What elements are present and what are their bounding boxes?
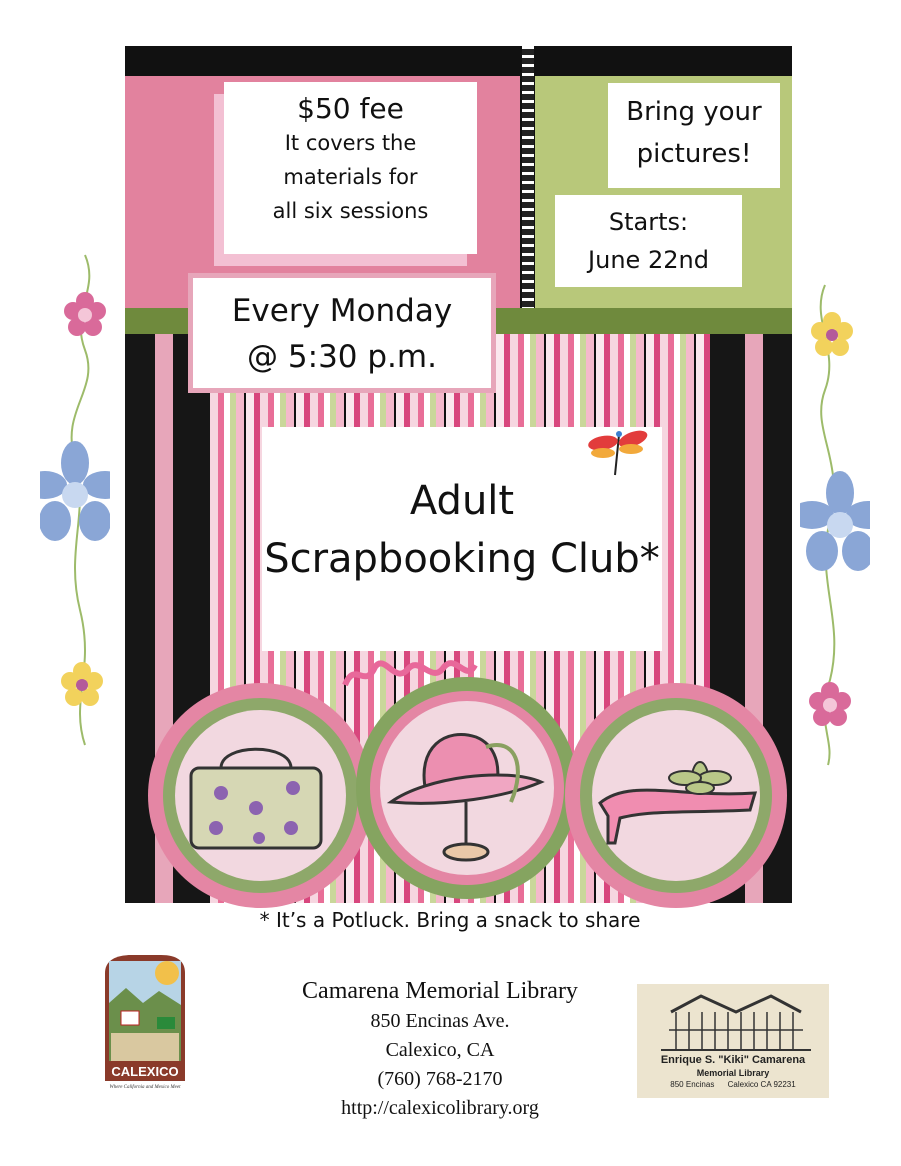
- hat-icon: [386, 707, 546, 867]
- fee-line-3: all six sessions: [272, 199, 429, 223]
- bring-line-2: pictures!: [636, 139, 752, 169]
- stitched-ribbon: [522, 46, 534, 316]
- library-phone: (760) 768-2170: [377, 1068, 503, 1090]
- library-logo-address: 850 Encinas Calexico CA 92231: [670, 1080, 796, 1089]
- bring-pictures-note: [608, 83, 780, 188]
- purse-icon: [181, 738, 331, 858]
- calexico-logo: [101, 953, 189, 1098]
- schedule-note: [193, 278, 491, 388]
- flower-vine-left-icon: [40, 250, 110, 750]
- library-street: 850 Encinas Ave.: [370, 1010, 510, 1032]
- start-date-note: [555, 195, 742, 287]
- purse-tag: [148, 683, 373, 908]
- flower-vine-right-icon: [800, 280, 870, 770]
- schedule-line-2: @ 5:30 p.m.: [247, 339, 437, 375]
- fee-note: [224, 82, 477, 254]
- library-name: Camarena Memorial Library: [302, 978, 578, 1004]
- fee-line-1: It covers the: [284, 131, 417, 155]
- bring-line-1: Bring your: [626, 97, 762, 127]
- library-city: Calexico, CA: [385, 1039, 495, 1061]
- library-logo-sub: Memorial Library: [696, 1068, 770, 1078]
- calexico-logo-tagline: Where California and Mexico Meet: [109, 1085, 181, 1090]
- fee-amount: $50 fee: [297, 92, 404, 125]
- schedule-line-1: Every Monday: [231, 293, 453, 329]
- starts-date: June 22nd: [588, 246, 709, 274]
- potluck-note: * It’s a Potluck. Bring a snack to share: [259, 908, 641, 932]
- library-building-icon: [661, 990, 811, 1052]
- title-line-2: Scrapbooking Club*: [264, 536, 660, 582]
- library-address: [260, 975, 620, 1123]
- shoe-icon: [590, 748, 765, 848]
- starts-label: Starts:: [608, 208, 689, 236]
- shoe-tag: [565, 683, 787, 908]
- library-logo-name: Enrique S. "Kiki" Camarena: [660, 1054, 806, 1066]
- dragonfly-icon: [585, 427, 649, 477]
- title-line-1: Adult: [409, 478, 515, 524]
- fee-line-2: materials for: [283, 165, 418, 189]
- library-url[interactable]: http://calexicolibrary.org: [341, 1097, 539, 1119]
- hat-tag: [356, 677, 578, 899]
- calexico-logo-text: CALEXICO: [111, 1064, 179, 1079]
- camarena-library-logo: [637, 984, 829, 1098]
